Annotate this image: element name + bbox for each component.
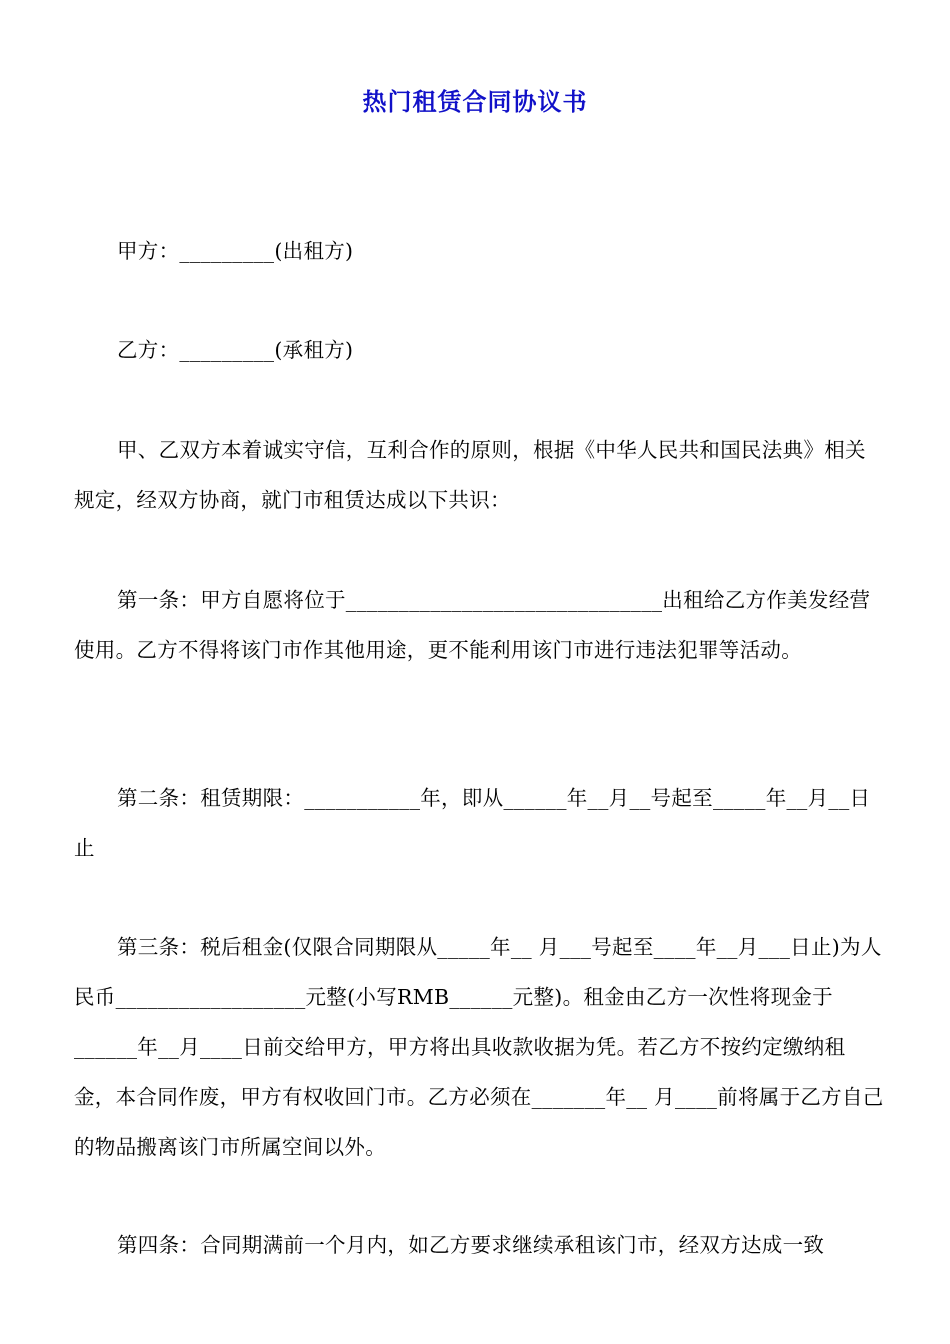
article-3-paragraph: 第三条：税后租金(仅限合同期限从_____年__ 月___号起至____年__月___日止)为人民币__________________元整(小写RMB______元整)。租金由乙方一次性将现金于______年__月____日前交给甲方，甲方将出具收款收据为凭。若乙方不按约定缴纳租金，本合同作废，甲方有权收回门市。乙方必须在_______年__ 月____前将属于乙方自己的物品搬离该门市所属空间以外。	[74, 935, 884, 1159]
article-2-paragraph: 第二条：租赁期限：___________年，即从______年__月__号起至_____年__月__日止	[74, 786, 871, 860]
party-b-line: 乙方：_________(承租方)	[117, 338, 354, 362]
party-a-line: 甲方：_________(出租方)	[117, 239, 354, 263]
intro-paragraph: 甲、乙双方本着诚实守信，互利合作的原则，根据《中华人民共和国民法典》相关规定，经双方协商，就门市租赁达成以下共识：	[74, 438, 866, 512]
document-title: 热门租赁合同协议书	[362, 88, 588, 116]
article-4-paragraph: 第四条：合同期满前一个月内，如乙方要求继续承租该门市，经双方达成一致	[117, 1233, 825, 1257]
article-1-paragraph: 第一条：甲方自愿将位于______________________________出租给乙方作美发经营使用。乙方不得将该门市作其他用途，更不能利用该门市进行违法犯罪等活动。	[74, 588, 871, 662]
